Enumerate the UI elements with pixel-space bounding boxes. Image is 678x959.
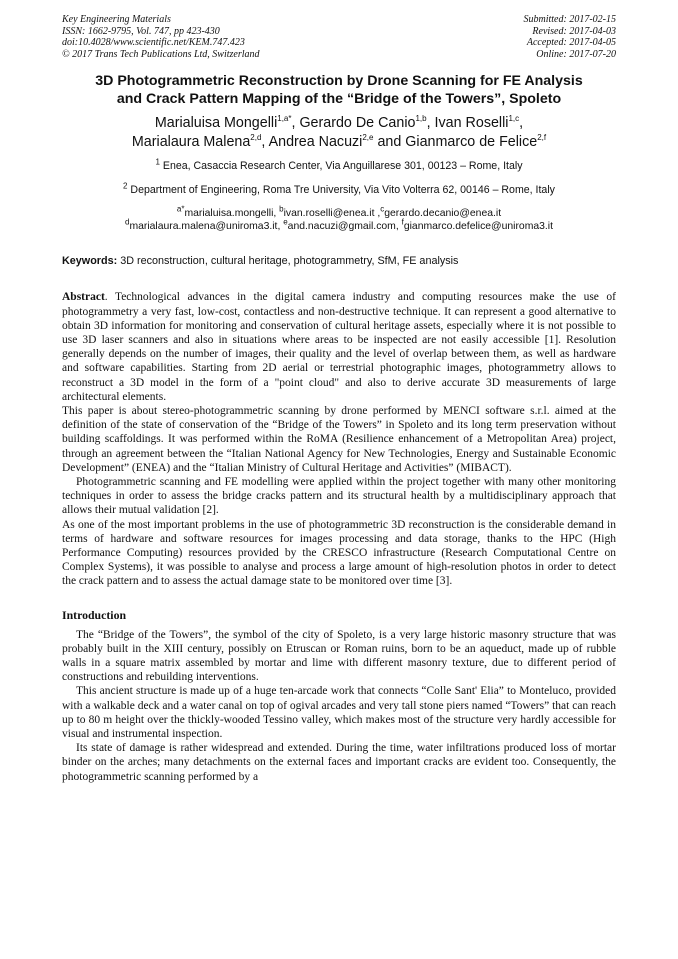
email-mark: d <box>124 217 130 227</box>
intro-paragraph-3: Its state of damage is rather widespread and extended. During the time, water infiltrations produced loss of mortar binder on the arches; many detachments on the external faces and important cracks are evident too. Consequently, the photogrammetric scanning performed by a <box>62 742 616 783</box>
doi: doi:10.4028/www.scientific.net/KEM.747.423 <box>62 37 245 49</box>
author-list <box>62 114 616 152</box>
author-affiliation-mark: 1,a* <box>277 114 292 124</box>
copyright: © 2017 Trans Tech Publications Ltd, Switzerland <box>62 48 260 60</box>
title-line-2: and Crack Pattern Mapping of the “Bridge of the Towers”, Spoleto <box>116 91 562 108</box>
author-affiliation-mark: 2,d <box>250 133 262 143</box>
author-emails <box>62 204 616 233</box>
email-address: ivan.roselli@enea.it , <box>283 208 381 220</box>
paper-page <box>62 14 616 784</box>
author-separator: , <box>291 115 300 132</box>
affiliation-number: 2 <box>123 181 128 191</box>
author-separator: , <box>426 115 435 132</box>
author-affiliation-mark: 2,f <box>537 133 547 143</box>
author-separator: , <box>261 134 269 151</box>
section-heading-introduction: Introduction <box>62 607 127 622</box>
paper-title <box>62 72 616 108</box>
keywords-text: 3D reconstruction, cultural heritage, photogrammetry, SfM, FE analysis <box>117 255 459 268</box>
email-address: gianmarco.defelice@uniroma3.it <box>403 221 554 233</box>
affiliation-1 <box>62 157 616 173</box>
abstract-text: . Technological advances in the digital camera industry and computing resources make the use of photogrammetry a very fast, low-cost, contactless and non-destructive technique. It can represent a good alternative to obtain 3D information for monitoring and conservation of cultural heritage assets, especially where it is not possible to use 3D laser scanners and also in situations where areas to be inspected are not easily accessible [1]. Resolution generally depends on the number of images, their quality and the level of overlap between them, as well as hardware and software capabilities. Starting from 2D aerial or terrestrial photographic images, photogrammetry allows to reconstruct a 3D model in the form of a "point cloud" and also to derive accurate 3D measurements of large architectural elements. <box>62 291 616 403</box>
author-line-1 <box>62 114 616 133</box>
email-mark: b <box>279 204 284 214</box>
title-line-1: 3D Photogrammetric Reconstruction by Drone Scanning for FE Analysis <box>95 73 583 90</box>
author-affiliation-mark: 1,c <box>508 114 520 124</box>
author-separator: , <box>519 115 524 132</box>
author-name: Gianmarco de Felice <box>405 134 538 151</box>
email-mark: a* <box>176 204 185 214</box>
issn: ISSN: 1662-9795, Vol. 747, pp 423-430 <box>62 25 220 37</box>
affiliation-2 <box>62 181 616 197</box>
affiliation-text: Department of Engineering, Roma Tre University, Via Vito Volterra 62, 00146 – Rome, Italy <box>130 184 555 197</box>
author-name: Marialaura Malena <box>131 134 251 151</box>
abstract-paragraph-2: This paper is about stereo-photogrammetric scanning by drone performed by MENCI software s.r.l. aimed at the definition of the state of conservation of the “Bridge of the Towers” in Spoleto and its long term preservation without building scaffoldings. It was performed within the RoMA (Resilience enhancement of a Metropolitan Area) project, through an agreement between the “Italian National Agency for New Technologies, Energy and Sustainable Economic Development” (ENEA) and the “Italian Ministry of Cultural Heritage and Activities” (MIBACT). <box>62 405 616 474</box>
email-address: and.nacuzi@gmail.com, <box>287 221 402 233</box>
abstract-paragraph-4: As one of the most important problems in the use of photogrammetric 3D reconstruction is the considerable demand in terms of hardware and software resources for images processing and data storage, thanks to the HPC (High Performance Computing) resources provided by the CRESCO infrastructure (Research Computational Centre on Complex Systems), it was possible to analyse and process a large amount of high-resolution photos in order to detect the crack pattern and to assess the actual damage state to be monitored over time [3]. <box>62 518 616 588</box>
keywords <box>62 255 616 268</box>
intro-paragraph-1: The “Bridge of the Towers”, the symbol of the city of Spoleto, is a very large historic masonry structure that was probably built in the XIII century, possibly on Etruscan or Roman ruins, born to be an aqueduct, made up of rubble walls in a square matrix assembled by mortar and lime with different masonry texture, due to different period of constructions and rebuilding interventions. <box>62 628 616 684</box>
email-line-2 <box>62 217 616 233</box>
accepted-date: Accepted: 2017-04-05 <box>526 37 616 49</box>
revised-date: Revised: 2017-04-03 <box>532 25 616 37</box>
online-date: Online: 2017-07-20 <box>536 48 616 60</box>
abstract-paragraph-3: Photogrammetric scanning and FE modelling were applied within the project together with many other monitoring techniques in order to assess the bridge cracks pattern and its structural health by a multidisciplinary approach that allows their mutual validation [2]. <box>62 476 616 517</box>
publication-info <box>62 14 260 60</box>
email-line-1 <box>62 204 616 220</box>
email-address: gerardo.decanio@enea.it <box>384 208 502 220</box>
abstract-paragraph-1 <box>62 290 616 404</box>
author-name: Andrea Nacuzi <box>268 134 363 151</box>
intro-paragraph-2: This ancient structure is made up of a huge ten-arcade work that connects “Colle Sant' Elia” to Monteluco, provided with a walkable deck and a water canal on top of ogival arcades and very tall stone piers named “Towers” that can reach up to 80 m height over the thickly-wooded Tessino valley, which makes most of the structure very hardly accessible for visual and instrumental inspection. <box>62 685 616 741</box>
email-address: marialaura.malena@uniroma3.it, <box>129 221 284 233</box>
email-address: marialuisa.mongelli, <box>184 208 280 220</box>
publication-dates <box>524 14 617 60</box>
author-affiliation-mark: 2,e <box>362 133 374 143</box>
affiliation-number: 1 <box>155 157 160 167</box>
author-affiliation-mark: 1,b <box>415 114 427 124</box>
email-mark: f <box>401 217 404 227</box>
running-header <box>62 14 616 60</box>
journal-name: Key Engineering Materials <box>62 14 171 25</box>
author-name: Ivan Roselli <box>434 115 509 132</box>
submitted-date: Submitted: 2017-02-15 <box>523 14 616 25</box>
keywords-label: Keywords: <box>62 255 118 268</box>
email-mark: c <box>380 204 385 214</box>
author-separator: and <box>373 134 406 151</box>
email-mark: e <box>283 217 288 227</box>
abstract-section <box>62 290 616 588</box>
introduction-section <box>62 628 616 784</box>
affiliation-text: Enea, Casaccia Research Center, Via Anguillarese 301, 00123 – Rome, Italy <box>162 160 523 173</box>
abstract-label: Abstract <box>62 291 105 304</box>
author-line-2 <box>62 133 616 152</box>
author-name: Gerardo De Canio <box>299 115 416 132</box>
author-name: Marialuisa Mongelli <box>154 115 278 132</box>
